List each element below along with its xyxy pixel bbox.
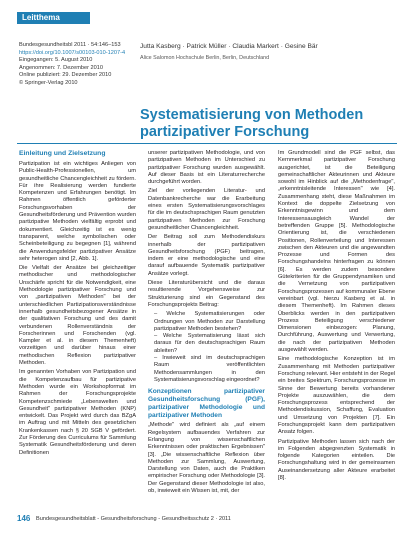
text-column-2: [148, 150, 265, 497]
affiliation: Alice Salomon Hochschule Berlin, Berlin, Deutschland: [140, 55, 270, 61]
text-column-1: [19, 150, 136, 459]
list-item: – Inwieweit sind im deutschsprachigen Raum veröffentlichten Methodensammlungen in den Systematisierungsvorschlag eingeordnet?: [154, 355, 265, 384]
subsection-heading: Konzeptionen partizipativer Gesundheitsforschung (PGF), partizipativer Methodologie und partizipativer Methoden: [148, 388, 265, 419]
accepted-date: Angenommen: 7. Dezember 2010: [19, 64, 103, 71]
paragraph: unserer partizipativen Methodologie, und von partizipativen Methoden im Unterschied zu partizipativer Forschung wurden ausgewählt. Auf dieser Basis ist ein Literaturrecherche durchgeführt worden.: [148, 150, 265, 186]
article-title: Systematisierung von Methoden partizipativer Forschung: [140, 107, 364, 140]
list-item: – Welche Systematisierungen oder Ordnungen von Methoden zur Darstellung partizipativer Methoden bestehen?: [154, 311, 265, 333]
list-item: – Welche Systematisierung lässt sich daraus für den deutschsprachigen Raum ableiten?: [154, 333, 265, 355]
paragraph: Im Grundmodell sind die PGF selbst, das Kernmerkmal partizipativer Forschung ausgerichtet, ist die Beteiligung gemeinschaftlicher Akteurinnen und Akteure sowohl im Hinblick auf die „Methodenfrage", „erkenntnisleitende Interessen" wie [4]. Zusammenhang steht, diese Maßnahmen im Kontext die doppelte Zielsetzung von Erkenntnisgewinn und dem Interessensausgleich Wandel der betreffenden Gruppe [5]. Methodologische Orientierung ist, die verschiedenen Positionen, Rollenverteilung und Interessen zwischen den Akteuren und die angewandten Prozesse und Formen des Forschungshandelns hinterfragen zu können [6]. Es werden zudem besondere Gütekriterien für die Gruppendynamiken und die Vernetzung von partizipativen Forschungsprozessen auf kommunaler Ebene vereinbart (vgl. hierzu Kasberg et al. in diesem Themenheft). Im Rahmen dieses Überblicks werden in den partizipativen Prozess Beteiligung verschiedener Dimensionen einbezogen: Planung, Durchführung, Auswertung und Verwertung, die nach der partizipativen Methoden ausgewählt werden.: [278, 150, 395, 354]
paragraph: Der Beitrag soll zum Methodendiskurs innerhalb der partizipativen Gesundheitsforschung (PGF) beitragen, indem er eine methodologische und eine darauf aufbauende Systematik partizipativer Ansätze vorlegt.: [148, 234, 265, 277]
paragraph: Eine methodologische Konzeption ist im Zusammenhang mit Methoden partizipativer Forschung relevant. Hier entsteht in der Regel ein breites Spektrum, Forschungsprozesse im Sinne der Bewertung bereits vorhandener Projekte auszuwählen, die dem Forschungsprozess entsprechend der Methodendiskussion, Schaffung, Evaluation und Umsetzung von Projekten [7]. Ein Forschungsprojekt kann dem partizipativen Ansatz folgen.: [278, 356, 395, 436]
paragraph: Die Vielfalt der Ansätze bei gleichzeitiger methodischer und methodologischer Unschärfe spricht für die Notwendigkeit, eine Methodologie partizipativer Forschung und von „partizipativen Methoden" bei der unterschiedlichen Partizipationsverständnisse innerhalb gesundheitsbezogener Ansätze in der qualitativen Forschung und des damit verbundenen Rollenverständnis der Forscherinnen und Forschenden (vgl. Kampler et al. in diesem Themenheft) vorzeitigen und darüber hinaus einer methodischen Reflexion partizipativer Methoden.: [19, 265, 136, 367]
section-tag: Leitthema: [17, 12, 90, 24]
article-metadata: [19, 42, 129, 87]
published-date: Online publiziert: 29. Dezember 2010: [19, 72, 112, 78]
copyright-line: © Springer-Verlag 2010: [19, 79, 78, 86]
received-date: Eingegangen: 5. August 2010: [19, 57, 93, 63]
doi-link[interactable]: https://doi.org/10.1007/s00103-010-1207-4: [19, 49, 126, 56]
paragraph: Diese Literaturübersicht und die daraus resultierende Vorgehensweise zur Strukturierung sind ein Gegenstand des Forschungsprojekts Beitrag:: [148, 280, 265, 308]
paragraph: „Methode" wird definiert als „auf einem Regelsystem aufbauendes Verfahren zur Erlangung von wissenschaftlichen Erkenntnissen oder praktischen Ergebnissen" [3]. „Die wissenschaftliche Reflexion über Methoden zur Sammlung, Auswertung, Darstellung von Daten, auch die Praktiken empirischer Forschung oder Methodologie [3]. Der Gegenstand dieser Methodologie ist also, ob, inwieweit ein Wissen ist, mit, der: [148, 422, 265, 495]
section-heading: Einleitung und Zielsetzung: [19, 150, 106, 157]
paragraph: Partizipation ist ein wichtiges Anliegen von Public-Health-Professionellen, um gesundheitliche Chancengleichheit zu fördern. Für ihre Realisierung werden fundierte Kompetenzen und Erfahrungen benötigt. Im Rahmen öffentlich geförderter Forschungsvorhaben der Gesundheitsförderung und Prävention wurden partizipative Methoden vielfältig erprobt und dokumentiert. Gleichzeitig ist es wenig transparent, welche symbolischen oder Scheinbeteiligung zu begegnen [1], während die Anwendungsfelder partizipativer Ansätze sehr heterogen sind [2, Abb. 1].: [19, 161, 136, 262]
citation-line: Bundesgesundheitsbl 2011 · 54:146–153: [19, 42, 121, 48]
page-number: 146: [17, 514, 31, 523]
author-list: Jutta Kasberg · Patrick Müller · Claudia Markert · Gesine Bär: [140, 43, 318, 50]
paragraph: Im genannten Vorhaben von Partizipation und die Kompetenzaufbau für partizipative Methoden wurde ein Workshopformat im Rahmen der Forschungsprojekte Kompetenzschmiede „Lebenswelten und Gesundheit" partizipativer Methoden (KNP) entwickelt. Das Projekt wird durch das BZgA im Auftrag und mit Mitteln des gesetzlichen Krankenkassen nach § 20 SGB V gefördert. Zur Förderung des Curriculums für Sammlung Systematik Gesundheitsförderung und deren Definitionen: [19, 369, 136, 456]
title-divider: [17, 143, 397, 144]
journal-footer: Bundesgesundheitsblatt - Gesundheitsforschung - Gesundheitsschutz 2 · 2011: [36, 516, 231, 522]
question-list: [148, 311, 265, 384]
paragraph: Ziel der vorliegenden Literatur- und Datenbankrecherche war die Erarbeitung eines ersten Systematisierungsvorschlages für die im deutschsprachigen Raum genutzten partizipativen Methoden zur Forschung gesundheitlicher Chancengleichheit.: [148, 188, 265, 231]
text-column-3: [278, 150, 395, 484]
paragraph: Partizipative Methoden lassen sich nach der im Folgenden abgegrenzten Systematik in folgende Kategorien einteilen. Die Forschungshaltung wird in der gemeinsamen Auseinandersetzung aller Akteure erarbeitet [8].: [278, 438, 395, 482]
